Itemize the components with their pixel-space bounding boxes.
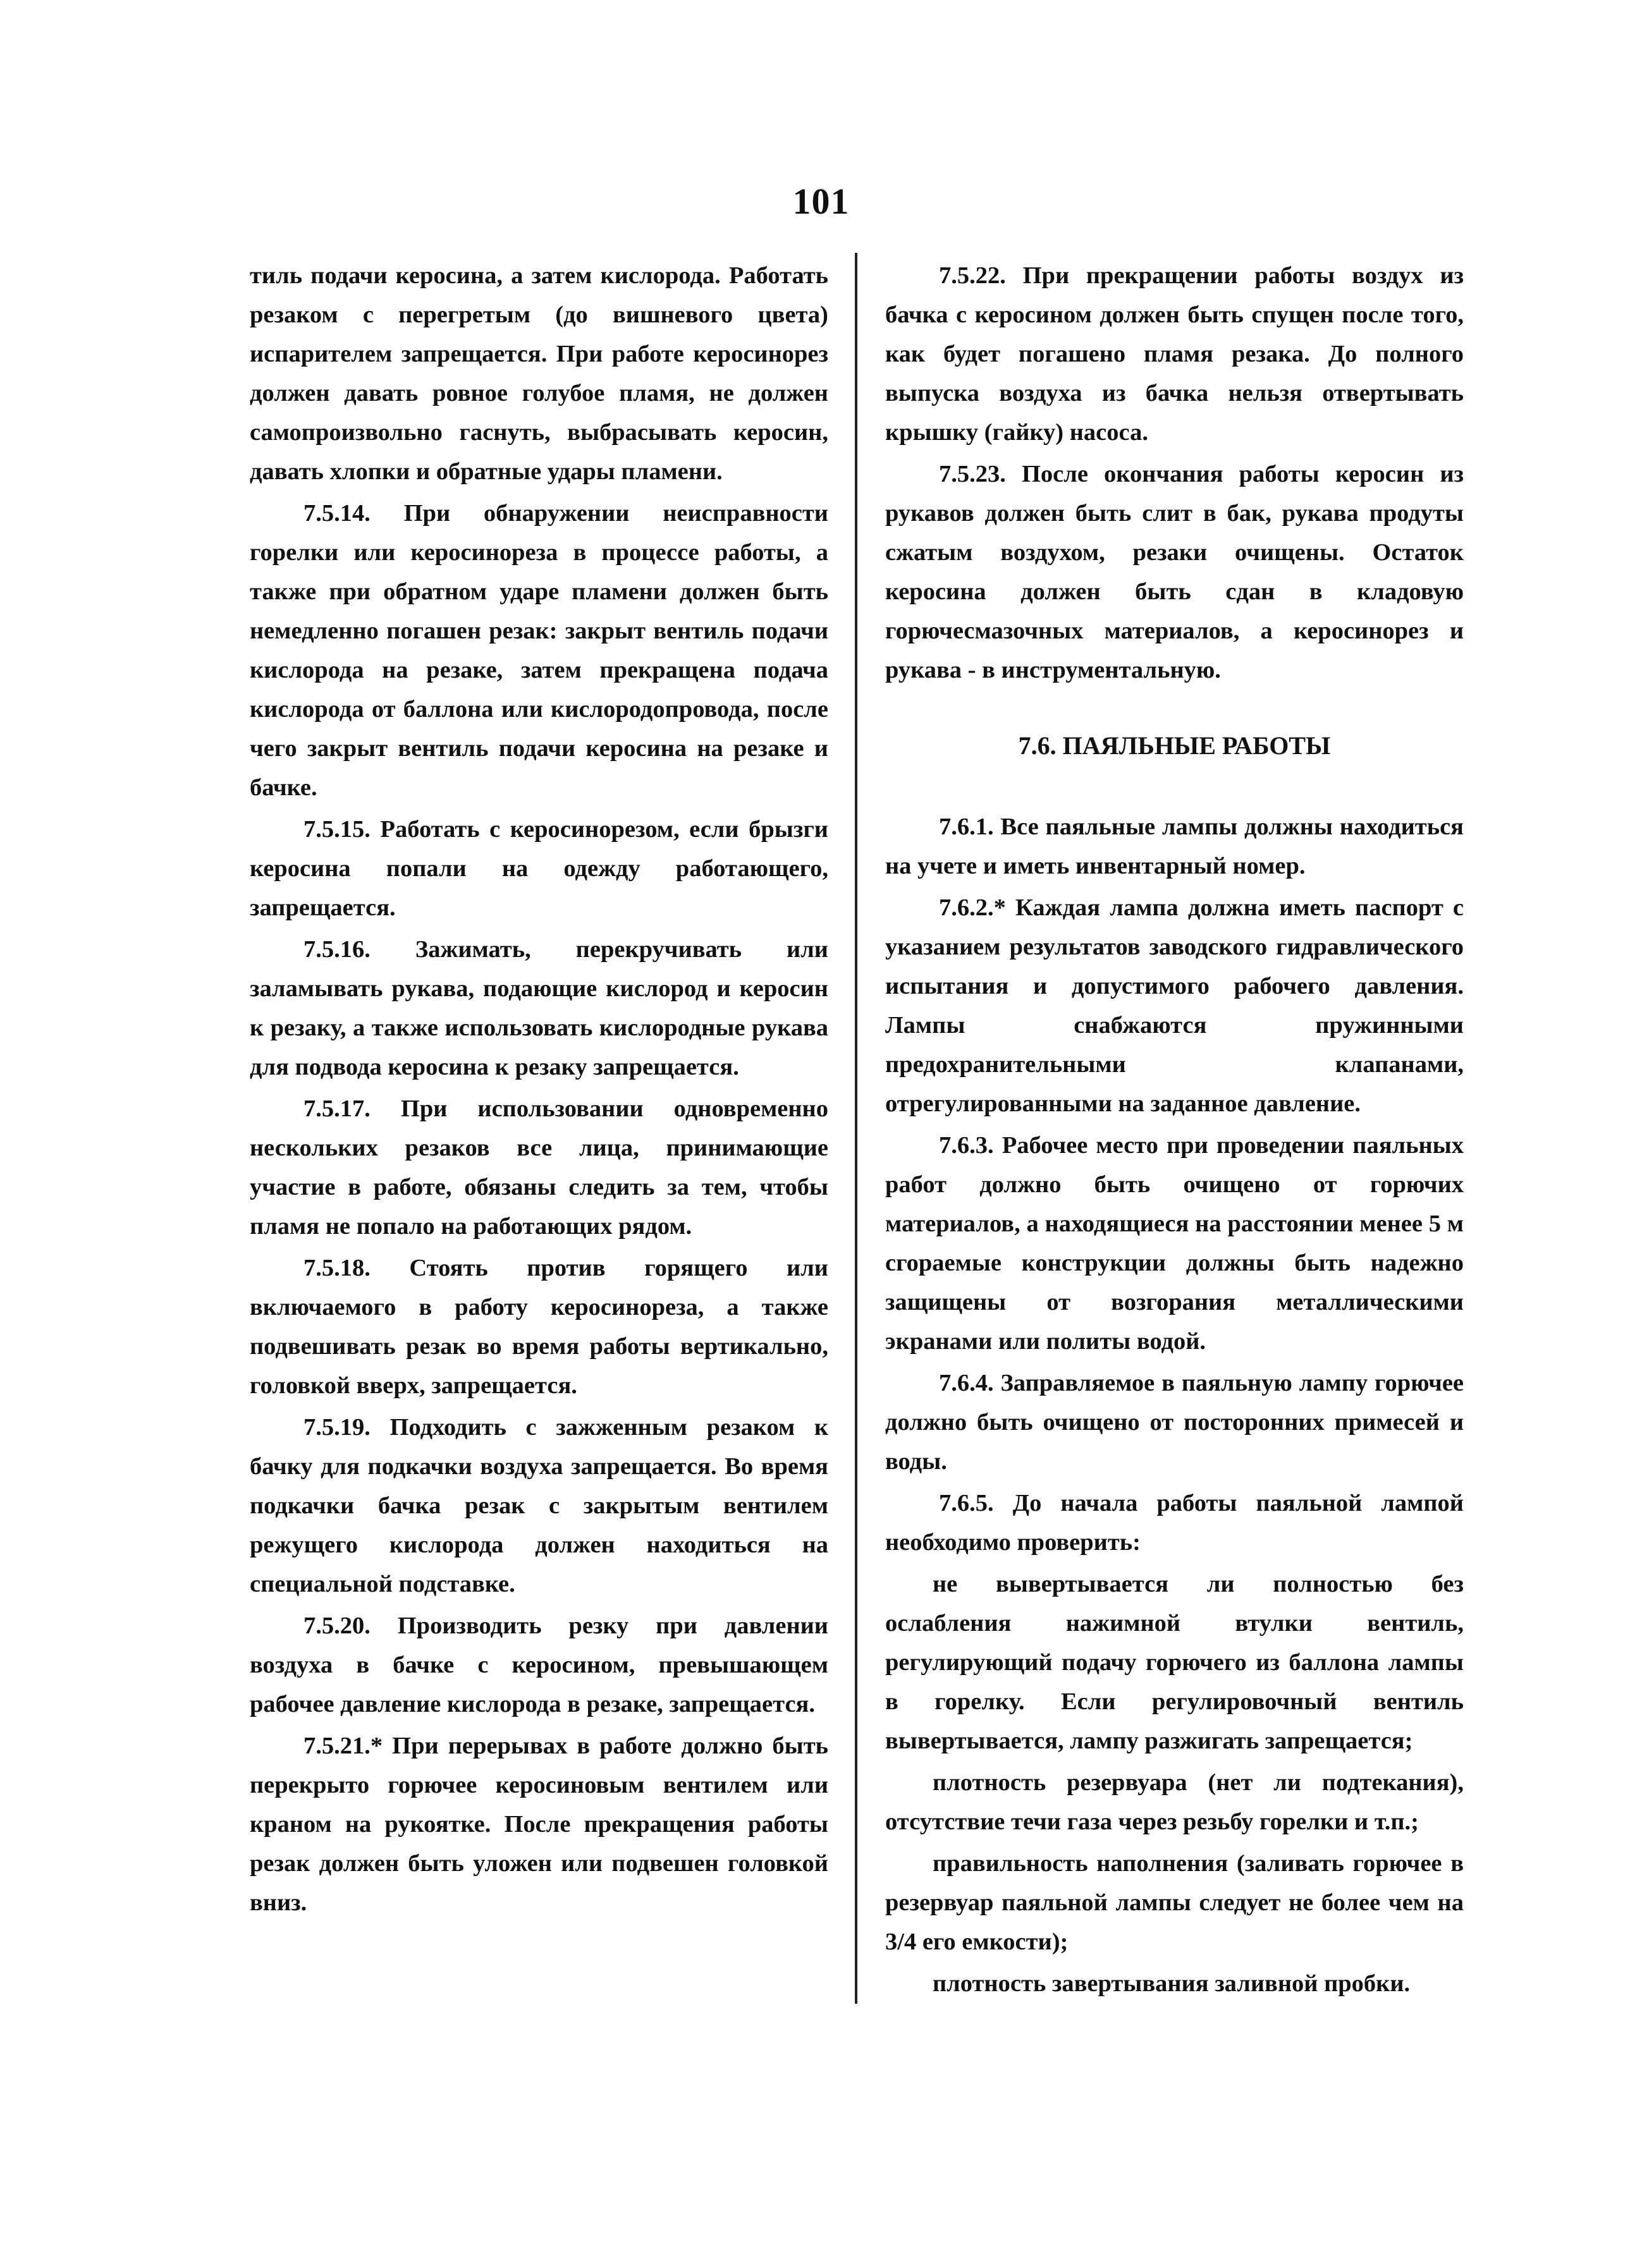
paragraph-7-6-5: 7.6.5. До начала работы паяльной лампой необходимо проверить: bbox=[885, 1490, 1464, 1556]
checklist-item: плотность завертывания заливной пробки. bbox=[933, 1970, 1411, 1997]
paragraph-7-5-21: 7.5.21.* При перерывах в работе должно быть перекрыто горючее керосиновым вентилем или краном на рукоятке. После прекращения работы резак должен быть уложен или подвешен головкой вниз. bbox=[250, 1733, 828, 1916]
paragraph-7-5-14: 7.5.14. При обнаружении неисправности горелки или керосинореза в процессе работы, а также при обратном ударе пламени должен быть немедленно погашен резак: закрыт вентиль подачи кислорода на резаке, затем прекращена подача кислорода от баллона или кислородопровода, после чего закрыт вентиль подачи керосина на резаке и бачке. bbox=[250, 500, 828, 801]
checklist-item: правильность наполнения (заливать горючее в резервуар паяльной лампы следует не более чем на 3/4 его емкости); bbox=[885, 1850, 1464, 1955]
page-number: 101 bbox=[792, 181, 850, 222]
paragraph-7-5-15: 7.5.15. Работать с керосинорезом, если брызги керосина попали на одежду работающего, запрещается. bbox=[250, 816, 828, 921]
paragraph-7-5-23: 7.5.23. После окончания работы керосин из рукавов должен быть слит в бак, рукава продуты сжатым воздухом, резаки очищены. Остаток керосина должен быть сдан в кладовую горючесмазочных материалов, а керосинорез и рукава - в инструментальную. bbox=[885, 461, 1464, 683]
paragraph-7-5-20: 7.5.20. Производить резку при давлении воздуха в бачке с керосином, превышающем рабочее давление кислорода в резаке, запрещается. bbox=[250, 1613, 828, 1717]
right-column bbox=[885, 256, 1464, 2006]
paragraph-7-5-19: 7.5.19. Подходить с зажженным резаком к бачку для подкачки воздуха запрещается. Во время подкачки бачка резак с закрытым вентилем режущего кислорода должен находиться на специальной подставке. bbox=[250, 1414, 828, 1597]
paragraph-7-6-1: 7.6.1. Все паяльные лампы должны находиться на учете и иметь инвентарный номер. bbox=[885, 814, 1464, 879]
column-divider bbox=[855, 253, 857, 2004]
left-column bbox=[250, 256, 828, 1925]
checklist-item: не вывертывается ли полностью без ослабления нажимной втулки вентиль, регулирующий подачу горючего из баллона лампы в горелку. Если регулировочный вентиль вывертывается, лампу разжигать запрещается; bbox=[885, 1571, 1464, 1754]
paragraph-7-5-22: 7.5.22. При прекращении работы воздух из бачка с керосином должен быть спущен после того, как будет погашено пламя резака. До полного выпуска воздуха из бачка нельзя отвертывать крышку (гайку) насоса. bbox=[885, 262, 1464, 446]
paragraph-continuation: тиль подачи керосина, а затем кислорода. Работать резаком с перегретым (до вишневого цвета) испарителем запрещается. При работе керосинорез должен давать ровное голубое пламя, не должен самопроизвольно гаснуть, выбрасывать керосин, давать хлопки и обратные удары пламени. bbox=[250, 262, 828, 485]
checklist-item: плотность резервуара (нет ли подтекания), отсутствие течи газа через резьбу горелки и т.п.; bbox=[885, 1769, 1464, 1835]
paragraph-7-5-17: 7.5.17. При использовании одновременно нескольких резаков все лица, принимающие участие в работе, обязаны следить за тем, чтобы пламя не попало на работающих рядом. bbox=[250, 1095, 828, 1240]
paragraph-7-6-3: 7.6.3. Рабочее место при проведении паяльных работ должно быть очищено от горючих материалов, а находящиеся на расстоянии менее 5 м сгораемые конструкции должны быть надежно защищены от возгорания металлическими экранами или политы водой. bbox=[885, 1132, 1464, 1355]
paragraph-7-6-4: 7.6.4. Заправляемое в паяльную лампу горючее должно быть очищено от посторонних примесей и воды. bbox=[885, 1370, 1464, 1475]
section-heading: 7.6. ПАЯЛЬНЫЕ РАБОТЫ bbox=[1018, 731, 1331, 760]
paragraph-7-5-18: 7.5.18. Стоять против горящего или включаемого в работу керосинореза, а также подвешивать резак во время работы вертикально, головкой вверх, запрещается. bbox=[250, 1255, 828, 1399]
paragraph-7-6-2: 7.6.2.* Каждая лампа должна иметь паспорт с указанием результатов заводского гидравлического испытания и допустимого рабочего давления. Лампы снабжаются пружинными предохранительными клапанами, отрегулированными на заданное давление. bbox=[885, 894, 1464, 1117]
paragraph-7-5-16: 7.5.16. Зажимать, перекручивать или заламывать рукава, подающие кислород и керосин к резаку, а также использовать кислородные рукава для подвода керосина к резаку запрещается. bbox=[250, 936, 828, 1080]
